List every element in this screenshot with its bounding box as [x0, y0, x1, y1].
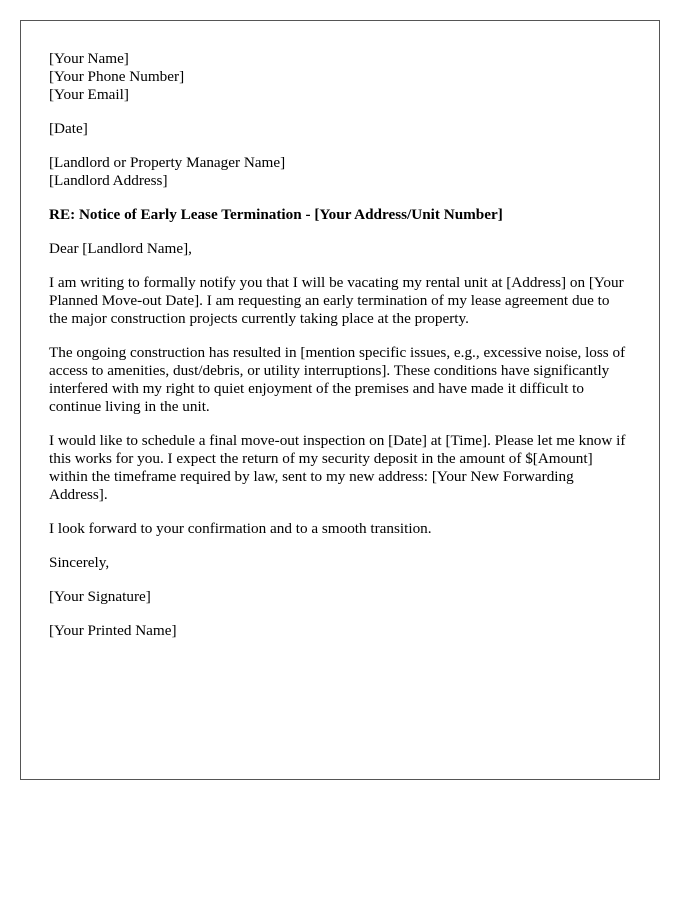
sender-block	[49, 50, 631, 104]
salutation: Dear [Landlord Name],	[49, 240, 192, 257]
recipient-address: [Landlord Address]	[49, 172, 168, 189]
recipient-block	[49, 154, 631, 190]
printed-name: [Your Printed Name]	[49, 622, 177, 639]
body-paragraph-3: I would like to schedule a final move-out inspection on [Date] at [Time]. Please let me know if this works for you. I expect the return of my security deposit in the amount of $[Amount] within the timeframe required by law, sent to my new address: [Your New Forwarding Address].	[49, 432, 626, 503]
body-paragraph-2: The ongoing construction has resulted in [mention specific issues, e.g., excessive noise, loss of access to amenities, dust/debris, or utility interruptions]. These conditions have significantly interfered with my right to quiet enjoyment of the premises and have made it difficult to continue living in the unit.	[49, 344, 626, 415]
sender-phone: [Your Phone Number]	[49, 68, 185, 85]
letter-page	[20, 20, 660, 780]
subject-line: RE: Notice of Early Lease Termination - [Your Address/Unit Number]	[49, 206, 503, 223]
sender-name: [Your Name]	[49, 50, 129, 67]
signature: [Your Signature]	[49, 588, 151, 605]
body-paragraph-4: I look forward to your confirmation and to a smooth transition.	[49, 520, 432, 537]
letter-date: [Date]	[49, 120, 88, 137]
sender-email: [Your Email]	[49, 86, 129, 103]
recipient-name: [Landlord or Property Manager Name]	[49, 154, 286, 171]
body-paragraph-1: I am writing to formally notify you that I will be vacating my rental unit at [Address] on [Your Planned Move-out Date]. I am requesting an early termination of my lease agreement due to the major construction projects currently taking place at the property.	[49, 274, 624, 327]
closing: Sincerely,	[49, 554, 110, 571]
